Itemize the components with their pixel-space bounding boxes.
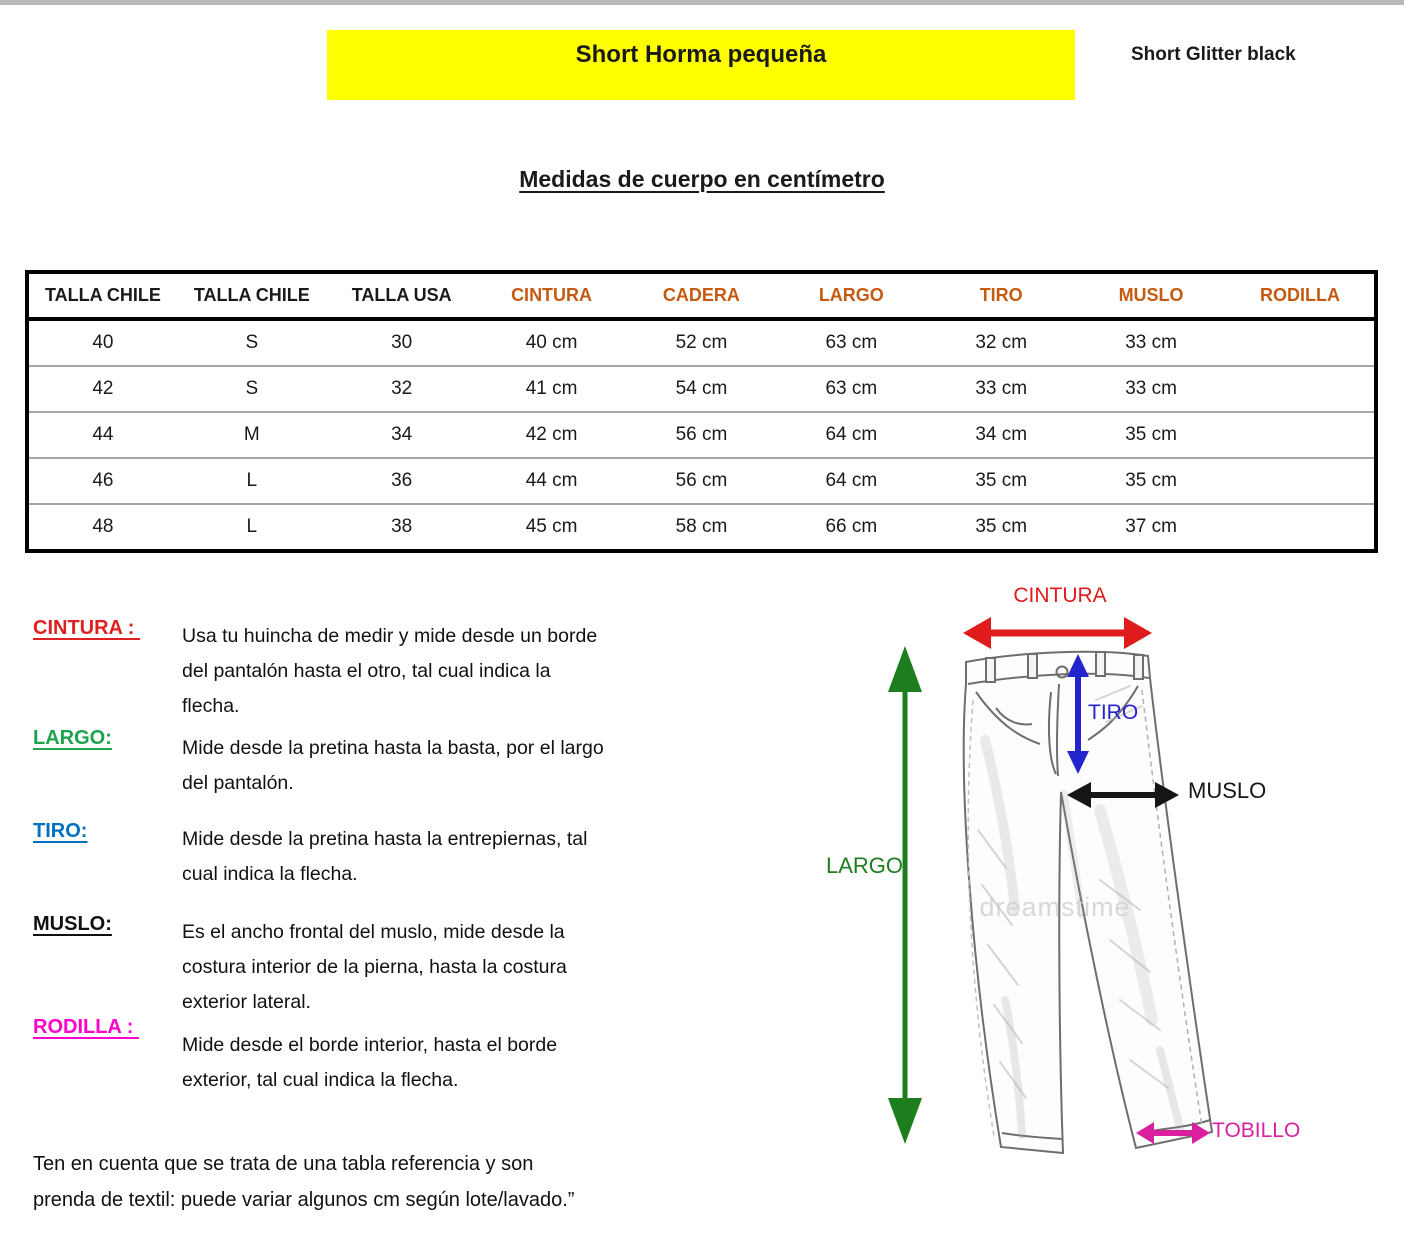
table-cell: 64 cm — [776, 458, 926, 504]
jeans-measurement-diagram — [800, 580, 1404, 1248]
table-cell: 46 — [27, 458, 177, 504]
table-cell: 48 — [27, 504, 177, 551]
table-cell: 32 — [327, 366, 477, 412]
header-row — [27, 272, 1376, 319]
table-cell: S — [177, 366, 327, 412]
table-cell: 32 cm — [975, 332, 1028, 353]
column-header-rodilla: RODILLA — [1226, 272, 1376, 319]
size-table-body — [27, 319, 1376, 551]
size-table-header — [27, 272, 1376, 319]
table-cell: 45 cm — [477, 504, 627, 551]
definition-text-tiro: Mide desde la pretina hasta la entrepiernas, tal cual indica la flecha. — [182, 828, 588, 885]
definition-text-muslo: Es el ancho frontal del muslo, mide desde la costura interior de la pierna, hasta la costura exterior lateral. — [182, 921, 567, 1013]
muslo-diagram-label: MUSLO — [1188, 778, 1267, 803]
definition-text-rodilla: Mide desde el borde interior, hasta el borde exterior, tal cual indica la flecha. — [182, 1034, 558, 1091]
top-gray-bar — [0, 0, 1404, 5]
table-cell: 63 cm — [825, 332, 878, 353]
table-cell: 44 — [27, 412, 177, 458]
table-cell: 58 cm — [627, 504, 777, 551]
table-cell: 56 cm — [627, 458, 777, 504]
table-row — [27, 319, 1376, 366]
table-cell: 35 cm — [1076, 412, 1226, 458]
size-table — [25, 270, 1378, 553]
table-cell: 30 — [391, 332, 413, 353]
definition-term-muslo: MUSLO: — [33, 913, 112, 935]
table-row — [27, 504, 1376, 551]
tiro-diagram-label: TIRO — [1088, 701, 1139, 724]
table-cell: 38 — [327, 504, 477, 551]
table-cell: 52 cm — [675, 332, 728, 353]
table-cell: 35 cm — [1076, 458, 1226, 504]
table-cell: 33 cm — [1076, 366, 1226, 412]
table-cell: 33 cm — [1125, 332, 1177, 353]
column-header-talla-usa: TALLA USA — [327, 272, 477, 319]
table-cell: 35 cm — [926, 458, 1076, 504]
table-cell: M — [177, 412, 327, 458]
table-cell: 63 cm — [776, 366, 926, 412]
largo-diagram-label: LARGO — [826, 853, 904, 878]
table-cell — [1226, 319, 1376, 366]
table-cell — [1226, 412, 1376, 458]
title-banner — [327, 30, 1075, 100]
cintura-arrow — [963, 617, 1152, 649]
table-cell: 37 cm — [1076, 504, 1226, 551]
definition-term-cintura: CINTURA : — [33, 617, 141, 639]
largo-arrow — [888, 646, 922, 1144]
cintura-diagram-label: CINTURA — [1013, 584, 1107, 607]
table-cell: 34 cm — [926, 412, 1076, 458]
definition-text-largo: Mide desde la pretina hasta la basta, por el largo del pantalón. — [182, 737, 604, 794]
table-cell: 42 — [27, 366, 177, 412]
page-title-text: Medidas de cuerpo en centímetro — [519, 166, 885, 192]
column-header-muslo: MUSLO — [1076, 272, 1226, 319]
table-cell: 36 — [327, 458, 477, 504]
table-cell: 40 cm — [525, 332, 578, 353]
tobillo-diagram-label: TOBILLO — [1212, 1119, 1301, 1142]
table-cell: 54 cm — [627, 366, 777, 412]
table-cell: 33 cm — [926, 366, 1076, 412]
column-header-cadera: CADERA — [627, 272, 777, 319]
definition-text-cintura: Usa tu huincha de medir y mide desde un borde del pantalón hasta el otro, tal cual indica la flecha. — [182, 625, 598, 717]
definition-term-rodilla: RODILLA : — [33, 1016, 139, 1038]
product-name: Short Glitter black — [1131, 44, 1296, 65]
table-cell: L — [177, 458, 327, 504]
definition-term-largo: LARGO: — [33, 727, 112, 749]
table-cell: 64 cm — [776, 412, 926, 458]
table-cell: 44 cm — [477, 458, 627, 504]
banner-label: Short Horma pequeña — [575, 41, 827, 68]
table-cell: 35 cm — [926, 504, 1076, 551]
table-cell: 66 cm — [776, 504, 926, 551]
footer-note: Ten en cuenta que se trata de una tabla referencia y son prenda de textil: puede variar algunos cm según lote/lavado.” — [33, 1153, 575, 1211]
page-title — [0, 166, 1404, 193]
column-header-cintura: CINTURA — [477, 272, 627, 319]
table-cell: 40 — [92, 332, 114, 353]
column-header-tiro: TIRO — [926, 272, 1076, 319]
table-row — [27, 458, 1376, 504]
table-cell — [1226, 504, 1376, 551]
table-cell: 42 cm — [477, 412, 627, 458]
table-cell: 34 — [327, 412, 477, 458]
column-header-talla-chile-1: TALLA CHILE — [27, 272, 177, 319]
table-cell — [1226, 458, 1376, 504]
table-cell: 41 cm — [477, 366, 627, 412]
table-cell: S — [245, 332, 259, 353]
table-cell: L — [177, 504, 327, 551]
watermark-text: dreamstime — [979, 892, 1131, 922]
table-cell — [1226, 366, 1376, 412]
column-header-talla-chile-2: TALLA CHILE — [177, 272, 327, 319]
table-cell: 56 cm — [627, 412, 777, 458]
table-row — [27, 366, 1376, 412]
table-row — [27, 412, 1376, 458]
definition-term-tiro: TIRO: — [33, 820, 88, 842]
column-header-largo: LARGO — [776, 272, 926, 319]
